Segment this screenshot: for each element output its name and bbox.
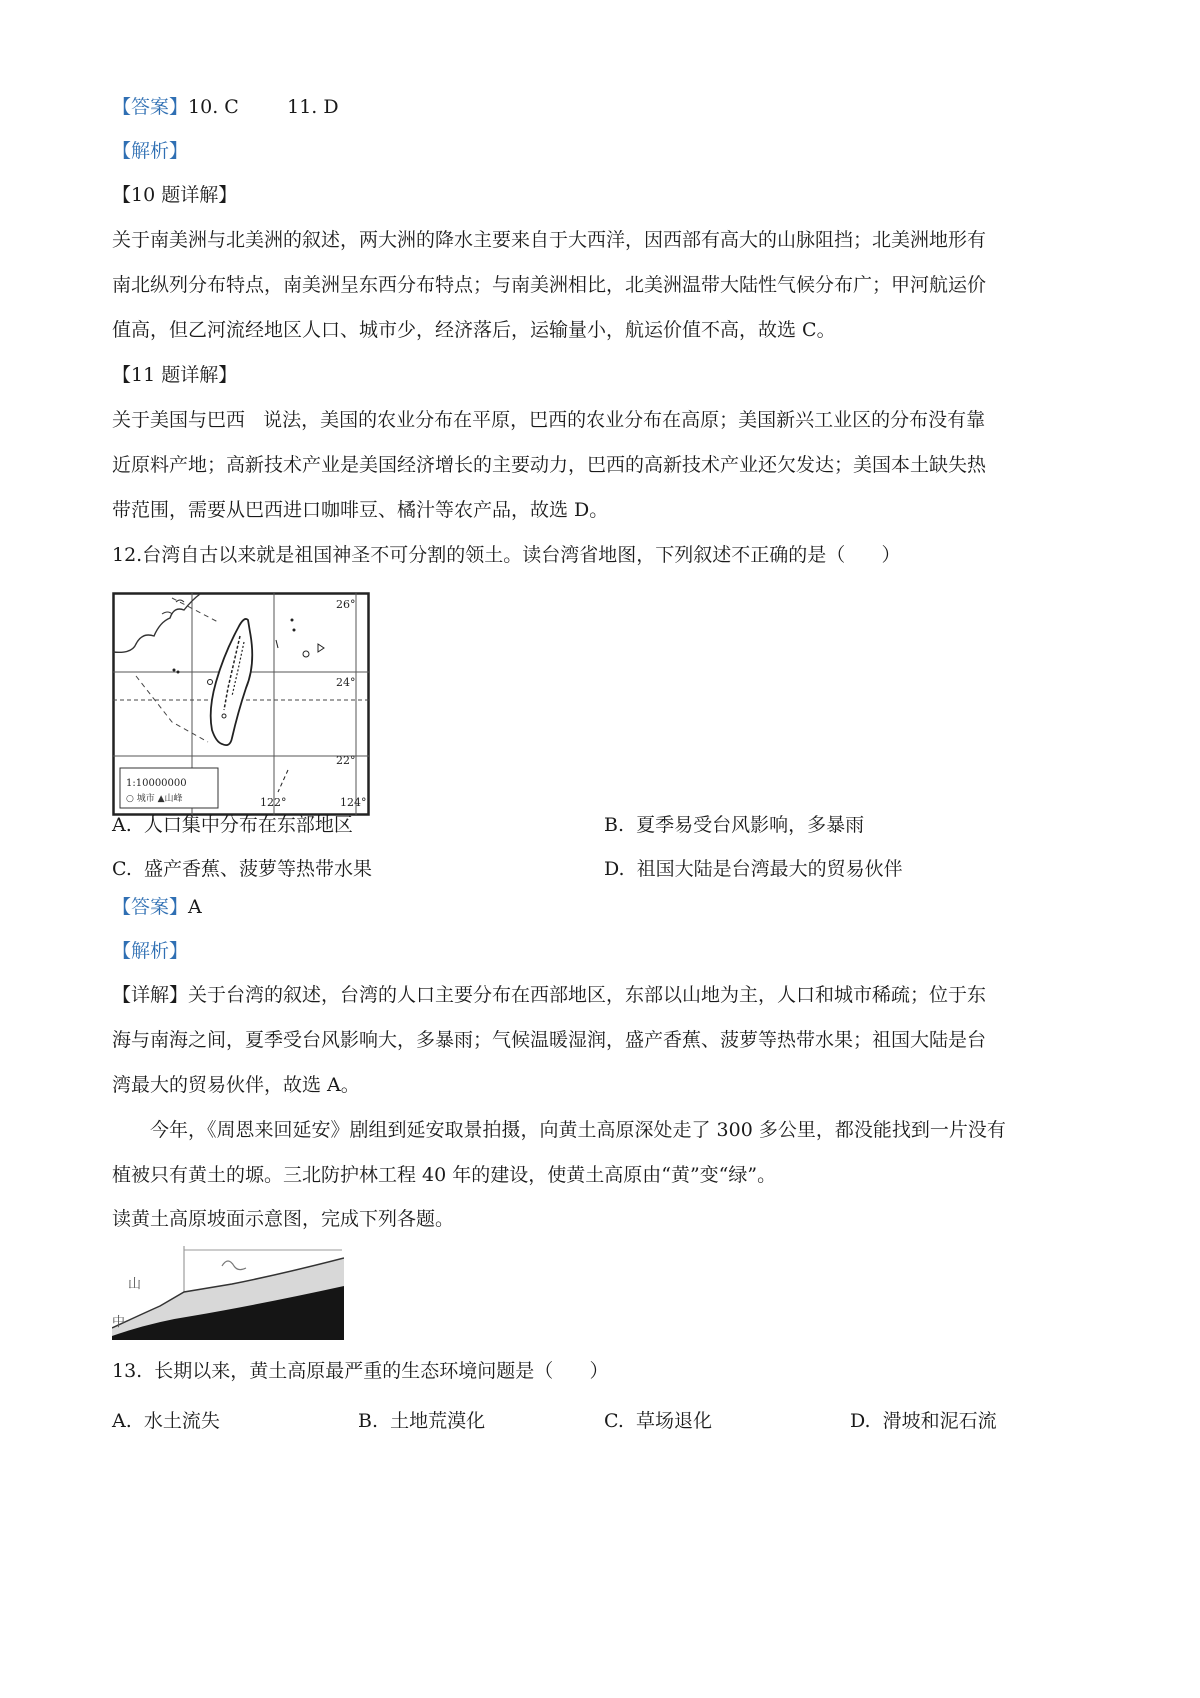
detail-tag: 【详解】 xyxy=(112,984,189,1006)
q13-option-d[interactable]: D. 滑坡和泥石流 xyxy=(850,1410,997,1432)
answer-line-2 xyxy=(112,898,202,917)
q12-option-d[interactable]: D. 祖国大陆是台湾最大的贸易伙伴 xyxy=(604,858,903,880)
q11-heading: 【11 题详解】 xyxy=(112,364,238,386)
answer-text: 10. C 11. D xyxy=(188,96,339,118)
q10-line-1: 关于南美洲与北美洲的叙述，两大洲的降水主要来自于大西洋，因西部有高大的山脉阻挡；北美洲地形有 xyxy=(112,229,987,251)
detail-line-3: 湾最大的贸易伙伴，故选 A。 xyxy=(112,1074,360,1096)
q10-line-3: 值高，但乙河流经地区人口、城市少，经济落后，运输量小，航运价值不高，故选 C。 xyxy=(112,319,836,341)
q13-option-b[interactable]: B. 土地荒漠化 xyxy=(358,1410,486,1432)
analysis-tag-2: 【解析】 xyxy=(112,940,189,962)
q10-heading: 【10 题详解】 xyxy=(112,184,238,206)
lat-24-label: 24° xyxy=(336,676,356,689)
answer-line-1 xyxy=(112,98,339,117)
lat-26-label: 26° xyxy=(336,598,356,611)
answer-tag-2: 【答案】 xyxy=(112,896,189,918)
q13-option-c[interactable]: C. 草场退化 xyxy=(604,1410,712,1432)
passage-line-3: 读黄土高原坡面示意图，完成下列各题。 xyxy=(112,1208,455,1230)
slope-label-zhong: 中 xyxy=(112,1315,126,1330)
answer-tag: 【答案】 xyxy=(112,96,189,118)
q13-option-a[interactable]: A. 水土流失 xyxy=(112,1410,220,1432)
q12-option-a[interactable]: A. 人口集中分布在东部地区 xyxy=(112,814,353,836)
detail-line-2: 海与南海之间，夏季受台风影响大，多暴雨；气候温暖湿润，盛产香蕉、菠萝等热带水果；祖国大陆是台 xyxy=(112,1029,987,1051)
q11-line-3: 带范围，需要从巴西进口咖啡豆、橘汁等农产品，故选 D。 xyxy=(112,499,609,521)
detail-line-1 xyxy=(112,986,986,1005)
map-legend: ○ 城市 ▲山峰 xyxy=(126,794,183,804)
lon-124-label: 124° xyxy=(340,796,367,809)
answer-text-2: A xyxy=(188,896,202,918)
taiwan-map xyxy=(112,592,370,816)
q11-line-2: 近原料产地；高新技术产业是美国经济增长的主要动力，巴西的高新技术产业还欠发达；美国本土缺失热 xyxy=(112,454,987,476)
passage-line-2: 植被只有黄土的塬。三北防护林工程 40 年的建设，使黄土高原由“黄”变“绿”。 xyxy=(112,1164,777,1186)
slope-label-shan: 山 xyxy=(128,1277,142,1292)
q13-stem: 13. 长期以来，黄土高原最严重的生态环境问题是（ ） xyxy=(112,1360,609,1382)
q12-stem: 12.台湾自古以来就是祖国神圣不可分割的领土。读台湾省地图，下列叙述不正确的是（ ） xyxy=(112,544,901,566)
q12-option-b[interactable]: B. 夏季易受台风影响，多暴雨 xyxy=(604,814,865,836)
map-scale: 1:10000000 xyxy=(126,778,187,789)
q12-option-c[interactable]: C. 盛产香蕉、菠萝等热带水果 xyxy=(112,858,372,880)
detail-text-1: 关于台湾的叙述，台湾的人口主要分布在西部地区，东部以山地为主，人口和城市稀疏；位于东 xyxy=(188,984,987,1006)
loess-slope-diagram xyxy=(112,1244,344,1340)
q11-line-1: 关于美国与巴西 说法，美国的农业分布在平原，巴西的农业分布在高原；美国新兴工业区的分布没有靠 xyxy=(112,409,986,431)
lon-122-label: 122° xyxy=(260,796,287,809)
passage-line-1: 今年，《周恩来回延安》剧组到延安取景拍摄，向黄土高原深处走了 300 多公里，都没能找到一片没有 xyxy=(150,1119,1006,1141)
analysis-tag-1: 【解析】 xyxy=(112,140,189,162)
q10-line-2: 南北纵列分布特点，南美洲呈东西分布特点；与南美洲相比，北美洲温带大陆性气候分布广；甲河航运价 xyxy=(112,274,987,296)
lat-22-label: 22° xyxy=(336,754,356,767)
